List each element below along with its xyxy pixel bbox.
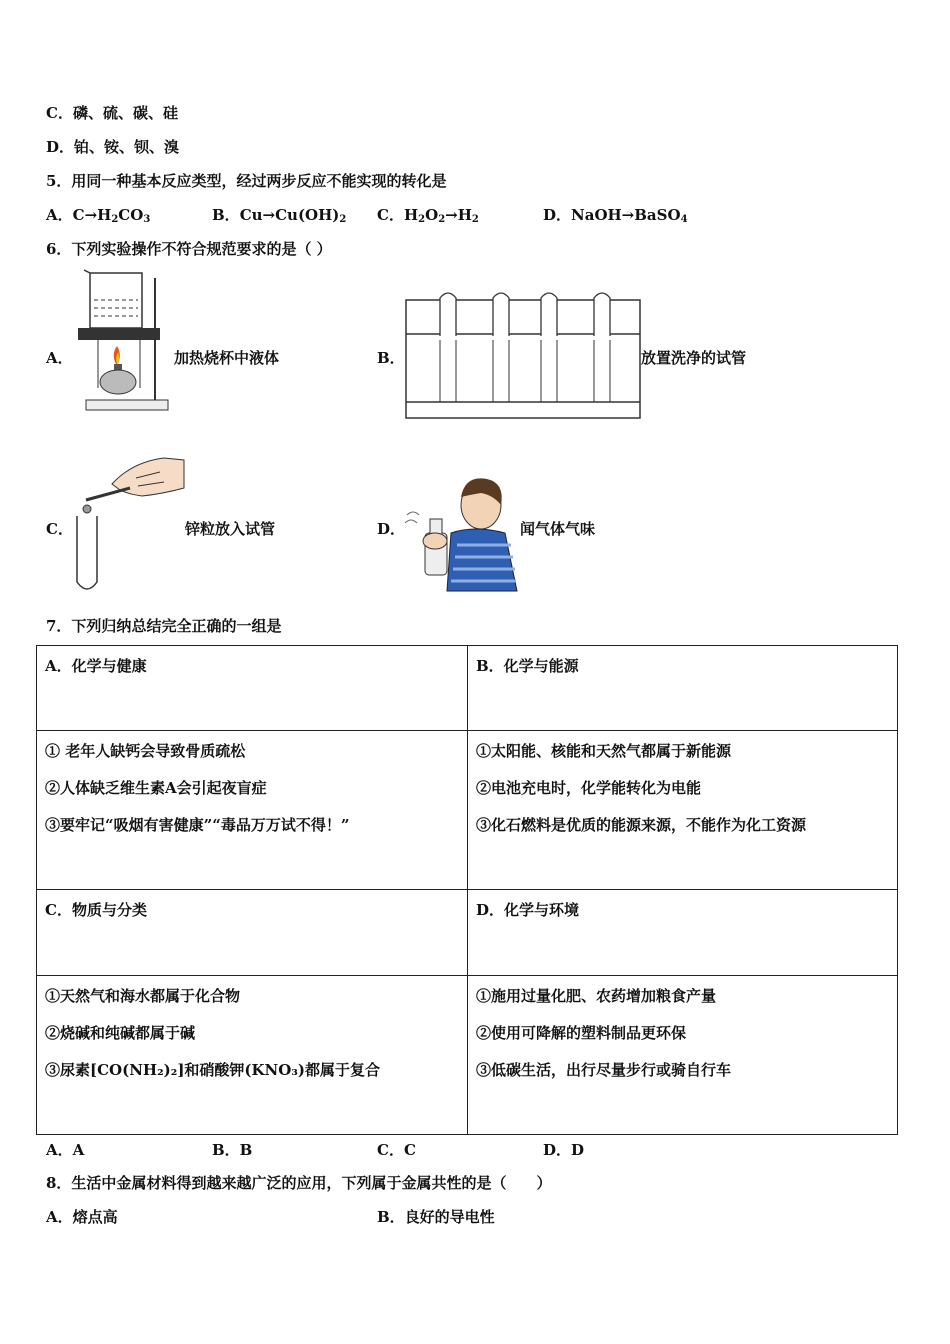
cell-c-title: C．物质与分类 xyxy=(37,890,468,976)
q8-stem: 8．生活中金属材料得到越来越广泛的应用，下列属于金属共性的是（ ） xyxy=(46,1174,552,1192)
q5-stem: 5．用同一种基本反应类型，经过两步反应不能实现的转化是 xyxy=(46,172,447,190)
cell-d-title: D．化学与环境 xyxy=(468,890,898,976)
q7-answer-d: D．D xyxy=(543,1141,585,1159)
list-item: ②使用可降解的塑料制品更环保 xyxy=(476,1024,687,1042)
q6-option-b-caption: 放置洗净的试管 xyxy=(641,349,747,367)
q7-stem: 7．下列归纳总结完全正确的一组是 xyxy=(46,617,282,635)
list-item: ①太阳能、核能和天然气都属于新能源 xyxy=(476,742,732,760)
cell-a-items xyxy=(37,731,468,890)
list-item: ①施用过量化肥、农药增加粮食产量 xyxy=(476,987,717,1005)
q8-option-a: A．熔点高 xyxy=(46,1208,118,1226)
q6-stem: 6．下列实验操作不符合规范要求的是（ ） xyxy=(46,240,332,258)
q4-option-d: D．铂、铵、钡、溴 xyxy=(46,138,180,156)
cell-a-title: A．化学与健康 xyxy=(37,646,468,731)
test-tube-rack-figure xyxy=(405,290,641,420)
q7-answer-b: B．B xyxy=(212,1141,253,1159)
q6-option-a-caption: 加热烧杯中液体 xyxy=(174,349,280,367)
list-item: ②电池充电时，化学能转化为电能 xyxy=(476,779,702,797)
q7-summary-table xyxy=(36,645,898,1135)
q8-option-b: B．良好的导电性 xyxy=(377,1208,495,1226)
cell-b-items xyxy=(468,731,898,890)
q7-answer-c: C．C xyxy=(377,1141,416,1159)
q5-option-c: C．$H_2O_2\to H_2$ xyxy=(377,206,479,225)
q6-option-b-label: B． xyxy=(377,349,405,367)
list-item: ③低碳生活，出行尽量步行或骑自行车 xyxy=(476,1061,732,1079)
q6-option-c-label: C． xyxy=(46,520,73,538)
beaker-heating-figure xyxy=(78,268,178,418)
list-item: ① 老年人缺钙会导致骨质疏松 xyxy=(45,742,246,760)
list-item: ②人体缺乏维生素A会引起夜盲症 xyxy=(45,779,267,797)
cell-b-title: B．化学与能源 xyxy=(468,646,898,731)
q5-option-a: A．$C\to H_2CO_3$ xyxy=(46,206,151,225)
q5-option-d: D．NaOH→BaSO$_4$ xyxy=(543,206,688,225)
q5-option-b: B．$Cu\to Cu(OH)_2$ xyxy=(212,206,347,225)
cell-d-items xyxy=(468,976,898,1135)
cell-c-items xyxy=(37,976,468,1135)
list-item: ①天然气和海水都属于化合物 xyxy=(45,987,241,1005)
q7-answer-a: A．A xyxy=(46,1141,85,1159)
list-item: ③尿素[CO(NH₂)₂]和硝酸钾(KNO₃)都属于复合 xyxy=(45,1061,380,1079)
list-item: ②烧碱和纯碱都属于碱 xyxy=(45,1024,196,1042)
q6-option-d-caption: 闻气体气味 xyxy=(520,520,596,538)
q6-option-a-label: A． xyxy=(46,349,73,367)
q4-option-c: C．磷、硫、碳、硅 xyxy=(46,104,178,122)
list-item: ③化石燃料是优质的能源来源，不能作为化工资源 xyxy=(476,816,807,834)
q6-option-c-caption: 锌粒放入试管 xyxy=(185,520,276,538)
smelling-gas-figure xyxy=(405,475,521,593)
q6-option-d-label: D． xyxy=(377,520,406,538)
zinc-test-tube-figure xyxy=(72,454,187,596)
list-item: ③要牢记“吸烟有害健康”“毒品万万试不得！” xyxy=(45,816,350,834)
